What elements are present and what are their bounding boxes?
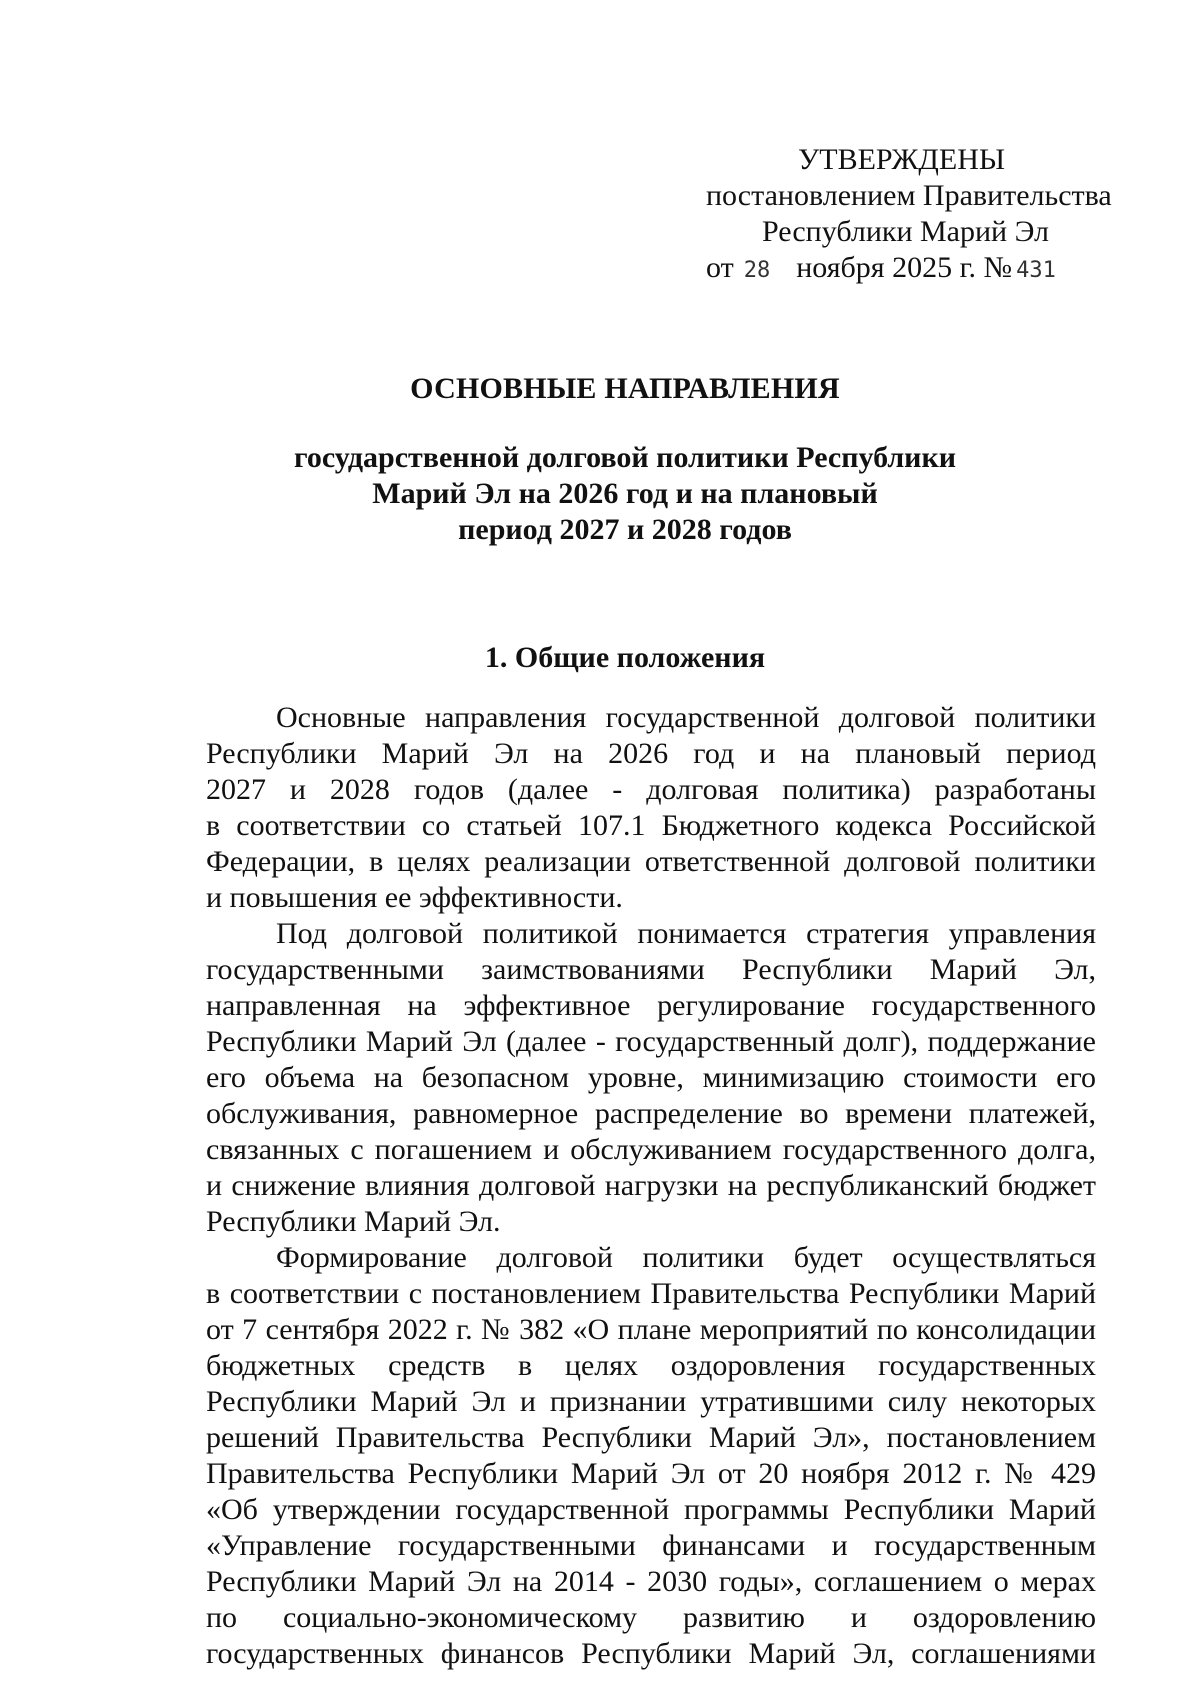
text-line: 2027 и 2028 годов (далее - долговая политика) разработаны: [206, 773, 1096, 806]
approval-line-resolution: постановлением Правительства: [706, 179, 1112, 212]
document-subtitle: [0, 440, 1200, 548]
text-line: направленная на эффективное регулирование государственного: [206, 989, 1096, 1022]
text-line: бюджетных средств в целях оздоровления государственных: [206, 1349, 1096, 1382]
text-line: государственными заимствованиями Республики Марий Эл,: [206, 953, 1096, 986]
section-heading: 1. Общие положения: [484, 641, 766, 674]
text-line: в соответствии со статьей 107.1 Бюджетного кодекса Российской: [206, 809, 1096, 842]
approval-line-republic: Республики Марий Эл: [762, 215, 1049, 248]
text-line: Под долговой политикой понимается стратегия управления: [276, 917, 1096, 950]
text-line: его объема на безопасном уровне, минимизацию стоимости его: [206, 1061, 1096, 1094]
text-line: и повышения ее эффективности.: [206, 881, 623, 914]
text-line: государственных финансов Республики Марий Эл, соглашениями: [206, 1637, 1096, 1670]
text-line: по социально-экономическому развитию и оздоровлению: [206, 1601, 1096, 1634]
text-line: Правительства Республики Марий Эл от 20 ноября 2012 г. № 429: [206, 1457, 1096, 1490]
text-line: Республики Марий Эл.: [206, 1205, 501, 1238]
subtitle-line: Марий Эл на 2026 год и на плановый: [372, 477, 878, 510]
text-line: «Об утверждении государственной программы Республики Марий: [206, 1493, 1096, 1526]
approval-number: 431: [1016, 258, 1056, 283]
approval-date-prefix: от: [706, 251, 734, 284]
text-line: Республики Марий Эл (далее - государственный долг), поддержание: [206, 1025, 1096, 1058]
text-line: Республики Марий Эл на 2026 год и на плановый период: [206, 737, 1096, 770]
text-line: «Управление государственными финансами и государственным: [206, 1529, 1096, 1562]
text-line: Республики Марий Эл на 2014 - 2030 годы», соглашением о мерах: [206, 1565, 1096, 1598]
text-line: Федерации, в целях реализации ответственной долговой политики: [206, 845, 1096, 878]
subtitle-line: государственной долговой политики Республики: [293, 441, 957, 474]
approval-date-rest: ноября 2025 г. №: [796, 251, 1013, 284]
document-title: ОСНОВНЫЕ НАПРАВЛЕНИЯ: [410, 372, 840, 405]
text-line: в соответствии с постановлением Правительства Республики Марий: [206, 1277, 1096, 1310]
approval-heading: УТВЕРЖДЕНЫ: [798, 143, 1006, 176]
text-line: Основные направления государственной долговой политики: [276, 701, 1096, 734]
subtitle-line: период 2027 и 2028 годов: [458, 513, 792, 546]
body-text: [206, 700, 1096, 1672]
text-line: от 7 сентября 2022 г. № 382 «О плане мероприятий по консолидации: [206, 1313, 1096, 1346]
text-line: связанных с погашением и обслуживанием государственного долга,: [206, 1133, 1096, 1166]
text-line: решений Правительства Республики Марий Эл», постановлением: [206, 1421, 1096, 1454]
text-line: Республики Марий Эл и признании утратившими силу некоторых: [206, 1385, 1096, 1418]
approval-date-day: 28: [743, 258, 771, 283]
approval-block: [680, 142, 1112, 289]
approval-date-line: [680, 250, 1100, 289]
text-line: обслуживания, равномерное распределение во времени платежей,: [206, 1097, 1096, 1130]
text-line: Формирование долговой политики будет осуществляться: [276, 1241, 1096, 1274]
text-line: и снижение влияния долговой нагрузки на республиканский бюджет: [206, 1169, 1096, 1202]
